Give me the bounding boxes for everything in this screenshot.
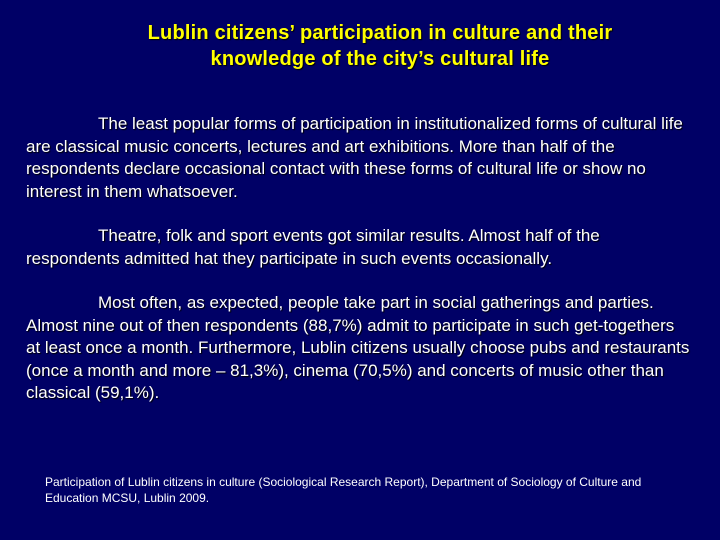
slide-title bbox=[60, 20, 700, 72]
page-number: 5 bbox=[668, 496, 675, 510]
body-paragraph-2: Theatre, folk and sport events got similar results. Almost half of the respondents admitted hat they participate in such events occasionally. bbox=[26, 226, 600, 268]
slide-title-line-2: knowledge of the city’s cultural life bbox=[210, 48, 550, 70]
slide-title-line-1: Lublin citizens’ participation in culture and their bbox=[147, 22, 613, 44]
slide-body bbox=[26, 113, 690, 405]
body-paragraph-1: The least popular forms of participation in institutionalized forms of cultural life are classical music concerts, lectures and art exhibitions. More than half of the respondents declare occasional contact with these forms of cultural life or show no interest in them whatsoever. bbox=[26, 114, 683, 201]
body-paragraph-3: Most often, as expected, people take part in social gatherings and parties. Almost nine out of then respondents (88,7%) admit to participate in such get-togethers at least once a month. Furthermore, Lublin citizens usually choose pubs and restaurants (once a month and more – 81,3%), cinema (70,5%) and concerts of music other than classical (59,1%). bbox=[26, 293, 690, 402]
source-footnote: Participation of Lublin citizens in culture (Sociological Research Report), Department of Sociology of Culture and Education MCSU, Lublin 2009. bbox=[45, 475, 642, 505]
